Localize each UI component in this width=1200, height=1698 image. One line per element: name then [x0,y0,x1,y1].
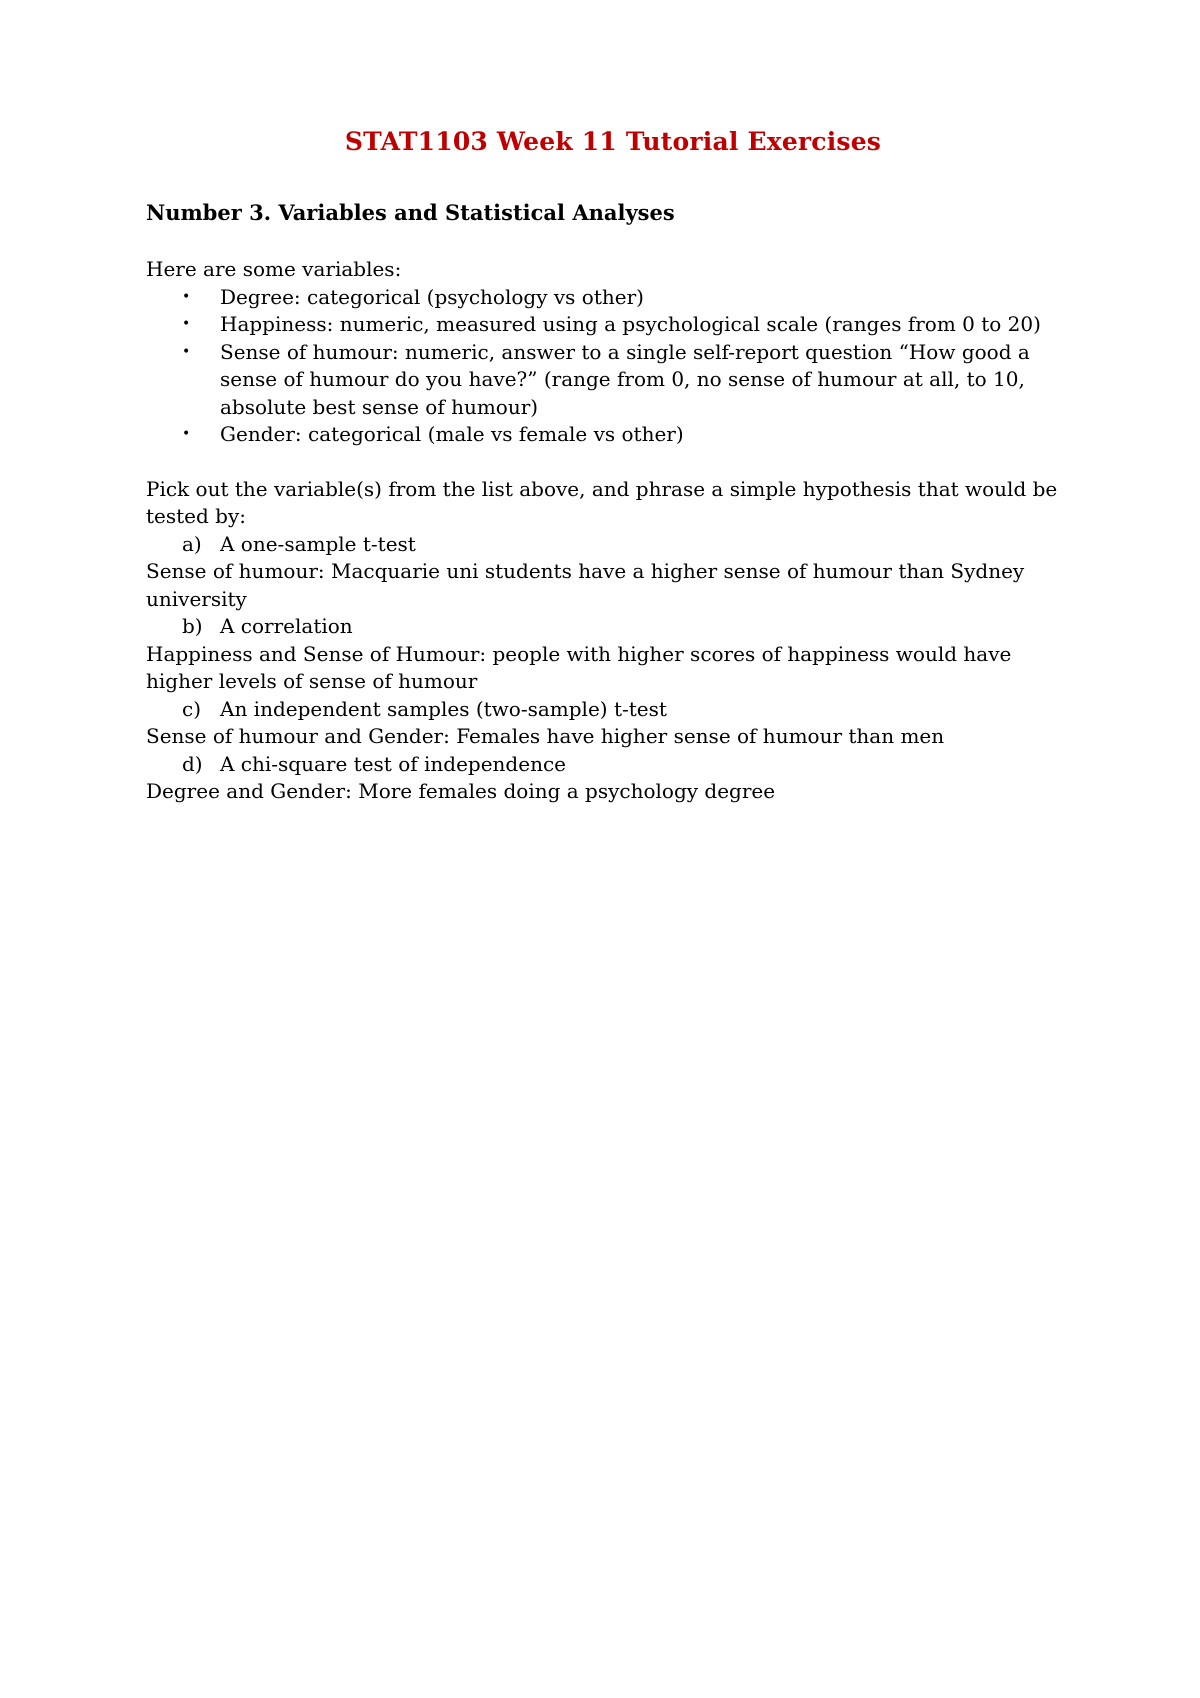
list-item [182,339,1080,422]
section-heading: Number 3. Variables and Statistical Analyses [146,200,675,225]
question-letter: d) [182,751,203,776]
question-letter: b) [182,614,203,638]
intro-text: Here are some variables: [146,257,402,281]
question-test: A one-sample t-test [220,531,416,556]
variable-list [146,284,1080,449]
document-title: STAT1103 Week 11 Tutorial Exercises [344,127,882,156]
answer-c: Sense of humour and Gender: Females have higher sense of humour than men [146,724,945,748]
question-letter: a) [182,531,202,556]
variable-text: Gender: categorical (male vs female vs other) [220,422,684,446]
answer-d: Degree and Gender: More females doing a psychology degree [146,779,776,803]
paragraph-spacer [146,449,1080,476]
bullet-icon: • [182,343,191,360]
list-item [182,421,1080,449]
list-item [182,284,1080,312]
variable-text: Sense of humour: numeric, answer to a single self-report question “How good a sense of humour do you have?” (range from 0, no sense of humour at all, to 10, absolute best sense of humour) [220,339,1030,419]
question-d [146,751,1080,779]
bullet-icon: • [182,426,191,442]
list-item [182,311,1080,339]
instruction-text: Pick out the variable(s) from the list above, and phrase a simple hypothesis that would be tested by: [146,476,1058,528]
question-letter: c) [182,696,202,721]
bullet-icon: • [182,316,191,332]
variable-text: Happiness: numeric, measured using a psychological scale (ranges from 0 to 20) [220,312,1041,336]
question-b [146,613,1080,641]
bullet-icon: • [182,288,191,305]
question-a [146,531,1080,559]
question-test: A correlation [220,614,353,638]
question-c [146,696,1080,724]
question-test: A chi-square test of independence [220,751,566,776]
question-test: An independent samples (two-sample) t-test [220,696,667,721]
variable-text: Degree: categorical (psychology vs other) [220,284,644,309]
answer-b: Happiness and Sense of Humour: people with higher scores of happiness would have higher levels of sense of humour [146,641,1012,693]
answer-a: Sense of humour: Macquarie uni students have a higher sense of humour than Sydney university [146,559,1025,611]
